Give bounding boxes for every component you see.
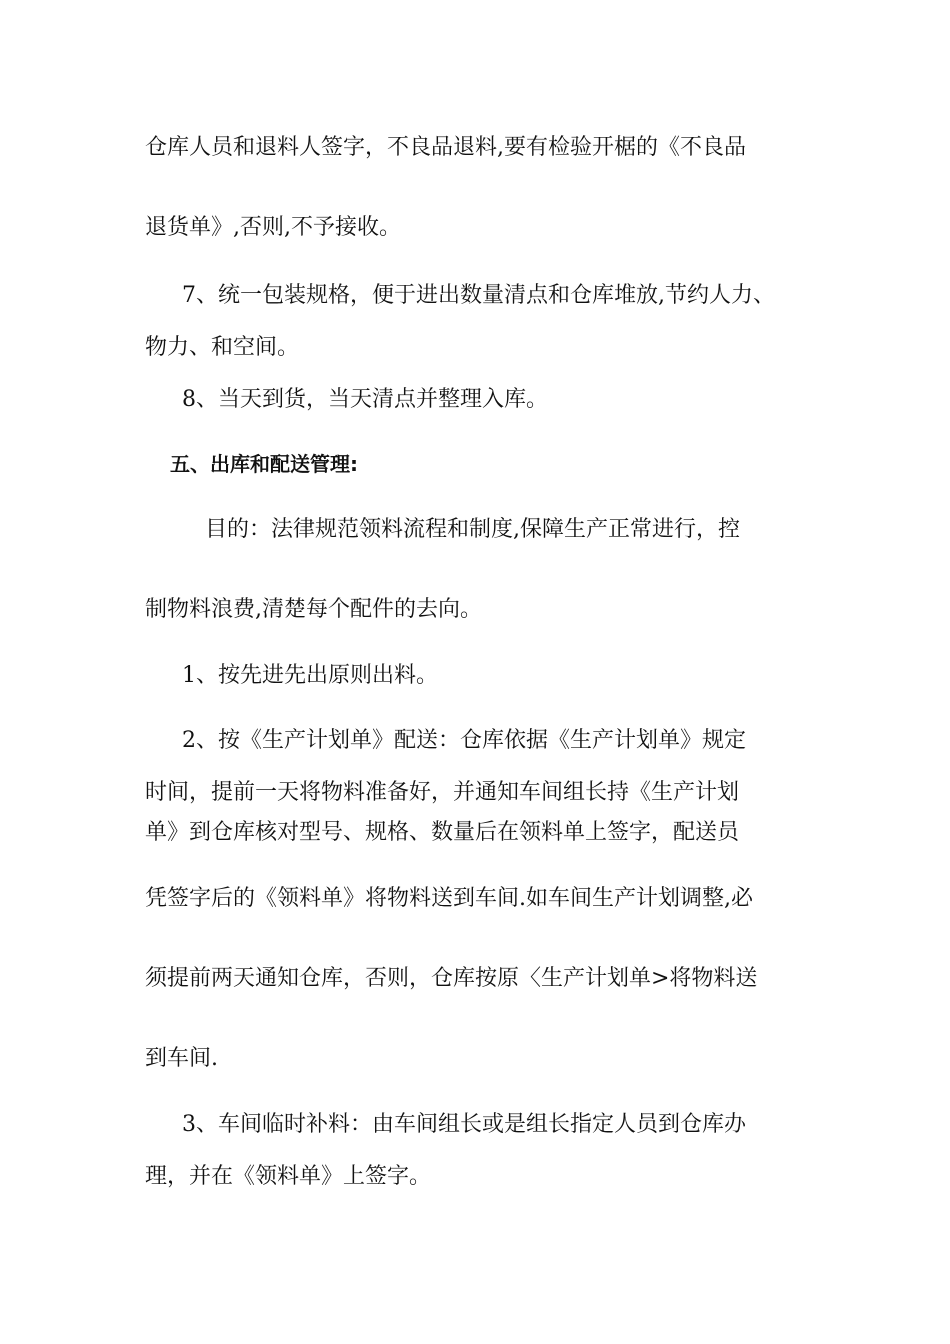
item-2-line-3: 单》到仓库核对型号、规格、数量后在领料单上签字，配送员 [145, 820, 740, 845]
item-7-line-2: 物力、和空间。 [145, 335, 300, 360]
purpose-line-1: 目的：法律规范领料流程和制度,保障生产正常进行，控 [205, 517, 740, 542]
paragraph-line-1: 仓库人员和退料人签字，不良品退料,要有检验开椐的《不良品 [145, 135, 746, 160]
item-2-line-6: 到车间. [145, 1046, 218, 1071]
purpose-line-2: 制物料浪费,清楚每个配件的去向。 [145, 597, 482, 622]
section-heading: 五、出库和配送管理: [170, 452, 358, 476]
item-2-line-4: 凭签字后的《领料单》将物料送到车间.如车间生产计划调整,必 [145, 886, 753, 911]
item-1-line: 1、按先进先出原则出料。 [182, 663, 438, 688]
item-8-line: 8、当天到货，当天清点并整理入库。 [182, 387, 548, 412]
item-2-line-5: 须提前两天通知仓库，否则，仓库按原〈生产计划单>将物料送 [145, 966, 758, 991]
item-7-line-1: 7、统一包装规格，便于进出数量清点和仓库堆放,节约人力、 [182, 283, 775, 308]
item-2-line-1: 2、按《生产计划单》配送：仓库依据《生产计划单》规定 [182, 728, 746, 753]
item-3-line-2: 理，并在《领料单》上签字。 [145, 1164, 432, 1189]
item-3-line-1: 3、车间临时补料：由车间组长或是组长指定人员到仓库办 [182, 1112, 746, 1137]
item-2-line-2: 时间，提前一天将物料准备好，并通知车间组长持《生产计划 [145, 780, 740, 805]
paragraph-line-2: 退货单》,否则,不予接收。 [145, 215, 401, 240]
